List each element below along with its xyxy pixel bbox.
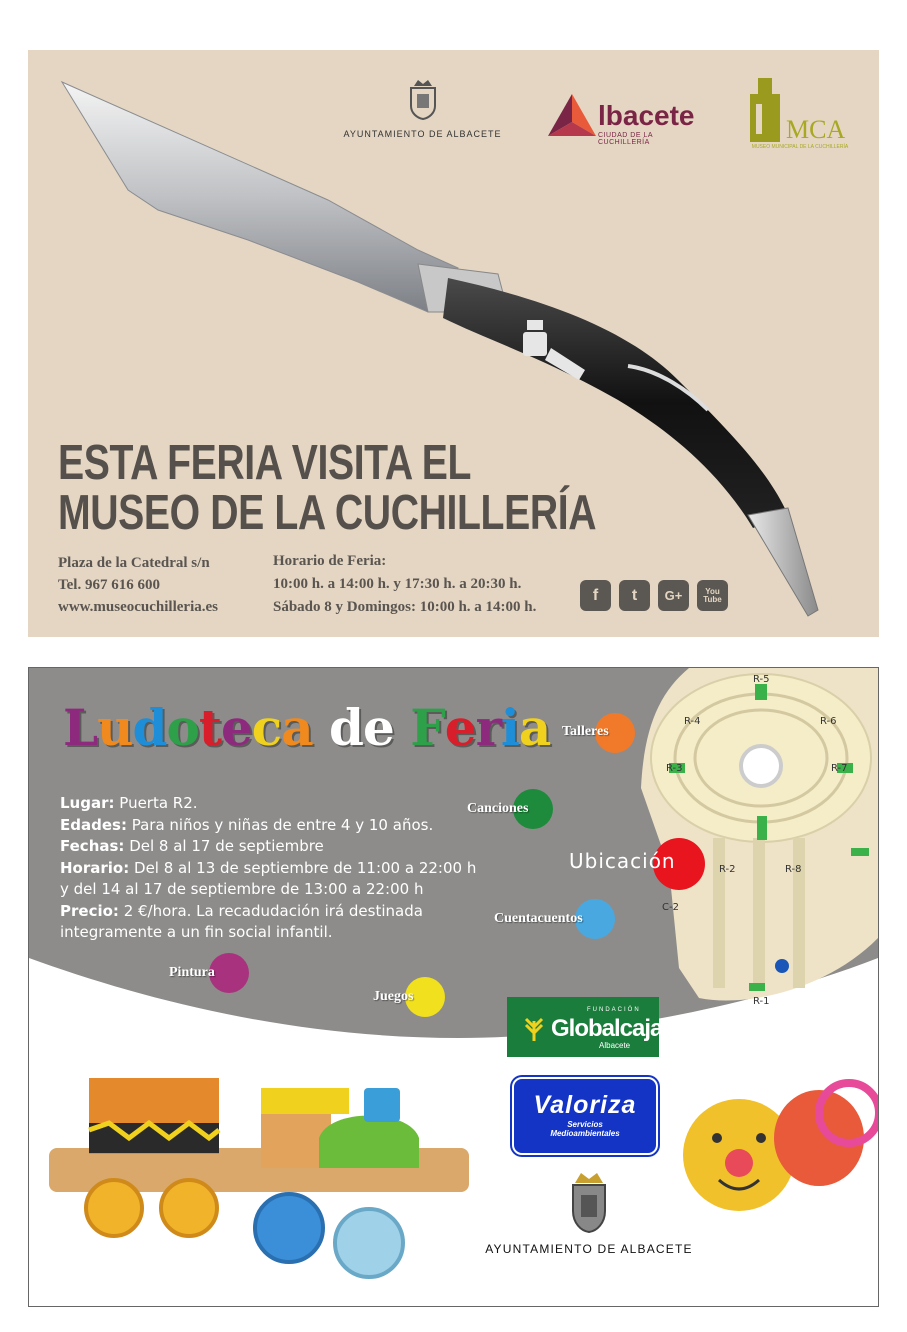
hours-weekday: 10:00 h. a 14:00 h. y 17:30 h. a 20:30 h.: [273, 576, 522, 592]
title-letter: e: [363, 698, 394, 757]
map-label: R-1: [753, 996, 770, 1007]
title-letter: d: [132, 698, 167, 757]
map-label: C-2: [662, 902, 679, 913]
precio-label: Precio:: [60, 901, 119, 920]
fechas-label: Fechas:: [60, 837, 125, 855]
map-label: R-2: [719, 864, 736, 875]
horario-value: Del 8 al 13 de septiembre de 11:00 a 22:00 h: [134, 858, 477, 877]
museo-address: Plaza de la Catedral s/n: [58, 555, 210, 571]
hours-title: Horario de Feria:: [273, 553, 387, 569]
albacete-wordmark: lbacete: [598, 100, 695, 131]
ludoteca-advert: [28, 667, 879, 1307]
social-icons: [580, 580, 728, 611]
info-precio: [60, 901, 476, 923]
edades-label: Edades:: [60, 815, 127, 834]
info-lugar: [60, 793, 476, 815]
google-plus-icon[interactable]: G+: [658, 580, 689, 611]
lugar-value: Puerta R2.: [119, 794, 198, 812]
info-fechas: [60, 836, 476, 858]
title-letter: [313, 698, 329, 757]
title-letter: L: [63, 698, 98, 757]
museo-title: [58, 438, 596, 538]
title-letter: c: [251, 698, 282, 757]
title-letter: a: [518, 698, 551, 757]
fechas-value: Del 8 al 17 de septiembre: [129, 837, 324, 855]
museo-contact: [58, 552, 218, 618]
juegos-label: Juegos: [373, 989, 414, 1004]
horario-label: Horario:: [60, 858, 130, 877]
title-letter: [394, 698, 410, 757]
map-label: R-5: [753, 674, 770, 685]
info-horario-2: y del 14 al 17 de septiembre de 13:00 a 22:00 h: [60, 880, 424, 898]
albacete-triangle-icon: [546, 92, 598, 140]
title-letter: r: [475, 698, 501, 757]
hours-weekend: Sábado 8 y Domingos: 10:00 h. a 14:00 h.: [273, 599, 537, 615]
museo-phone: Tel. 967 616 600: [58, 577, 160, 593]
title-letter: e: [444, 698, 476, 757]
museo-advert: [28, 50, 879, 637]
title-letter: d: [329, 698, 364, 757]
caterpillar-toy-image: [683, 1083, 878, 1211]
pintura-bubble: [209, 953, 249, 993]
title-letter: t: [198, 698, 221, 757]
title-letter: u: [97, 698, 133, 757]
precio-value: 2 €/hora. La recadudación irá destinada: [123, 901, 423, 920]
ayuntamiento-caption: AYUNTAMIENTO DE ALBACETE: [343, 129, 502, 139]
albacete-tagline: CIUDAD DE LA CUCHILLERÍA: [598, 132, 653, 146]
toy-train-image: [49, 1078, 469, 1277]
tower-icon: [746, 74, 786, 144]
museo-web-link[interactable]: www.museocuchilleria.es: [58, 599, 218, 615]
ludoteca-background: [29, 668, 878, 1306]
valoriza-sub1: Servicios: [567, 1120, 603, 1129]
albacete-logo: [546, 92, 706, 146]
title-letter: F: [410, 698, 445, 757]
museo-title-line2: MUSEO DE LA CUCHILLERÍA: [58, 486, 597, 540]
coat-of-arms-icon: [408, 78, 438, 120]
youtube-icon[interactable]: [697, 580, 728, 611]
canciones-label: Canciones: [467, 801, 529, 816]
title-letter: a: [281, 698, 313, 757]
pintura-label: Pintura: [169, 965, 215, 980]
youtube-label-top: You: [705, 586, 720, 596]
wheat-icon: [519, 1013, 549, 1043]
ayuntamiento-logo-bottom: [479, 1171, 699, 1256]
map-label: R-6: [820, 716, 837, 727]
title-letter: i: [500, 698, 519, 757]
info-edades: [60, 815, 476, 837]
info-horario: [60, 858, 476, 880]
coat-of-arms-icon: [569, 1171, 609, 1233]
cuentacuentos-label: Cuentacuentos: [494, 911, 583, 926]
museo-hours: [273, 550, 536, 619]
ludoteca-info: [60, 793, 476, 944]
title-letter: o: [166, 698, 199, 757]
mca-logo: [746, 72, 856, 162]
map-label: R-4: [684, 716, 701, 727]
globalcaja-city: Albacete: [599, 1041, 631, 1050]
globalcaja-fundacion: FUNDACIÓN: [587, 1007, 641, 1013]
valoriza-name: Valoriza: [533, 1091, 637, 1119]
valoriza-sub2: Medioambientales: [550, 1129, 620, 1138]
mca-wordmark: MCA: [786, 115, 846, 144]
globalcaja-logo: [507, 997, 663, 1057]
museo-title-line1: ESTA FERIA VISITA EL: [58, 436, 472, 490]
ayuntamiento-caption-bottom: AYUNTAMIENTO DE ALBACETE: [485, 1242, 693, 1256]
map-label: R-7: [831, 763, 848, 774]
youtube-label-bottom: Tube: [703, 594, 722, 604]
facebook-icon[interactable]: f: [580, 580, 611, 611]
mca-caption: MUSEO MUNICIPAL DE LA CUCHILLERÍA: [751, 144, 849, 150]
map-label: R-8: [785, 864, 802, 875]
talleres-label: Talleres: [562, 724, 609, 739]
info-precio-2: integramente a un fin social infantil.: [60, 923, 333, 941]
twitter-icon[interactable]: t: [619, 580, 650, 611]
edades-value: Para niños y niñas de entre 4 y 10 años.: [131, 815, 434, 834]
valoriza-logo: [512, 1077, 658, 1155]
ayuntamiento-logo: [340, 78, 505, 139]
ubicacion-label: Ubicación: [569, 849, 676, 873]
ludoteca-title: [63, 698, 550, 757]
map-label: R-3: [666, 763, 683, 774]
title-letter: e: [220, 698, 252, 757]
lugar-label: Lugar:: [60, 794, 115, 812]
globalcaja-name: Globalcaja: [551, 1015, 663, 1042]
